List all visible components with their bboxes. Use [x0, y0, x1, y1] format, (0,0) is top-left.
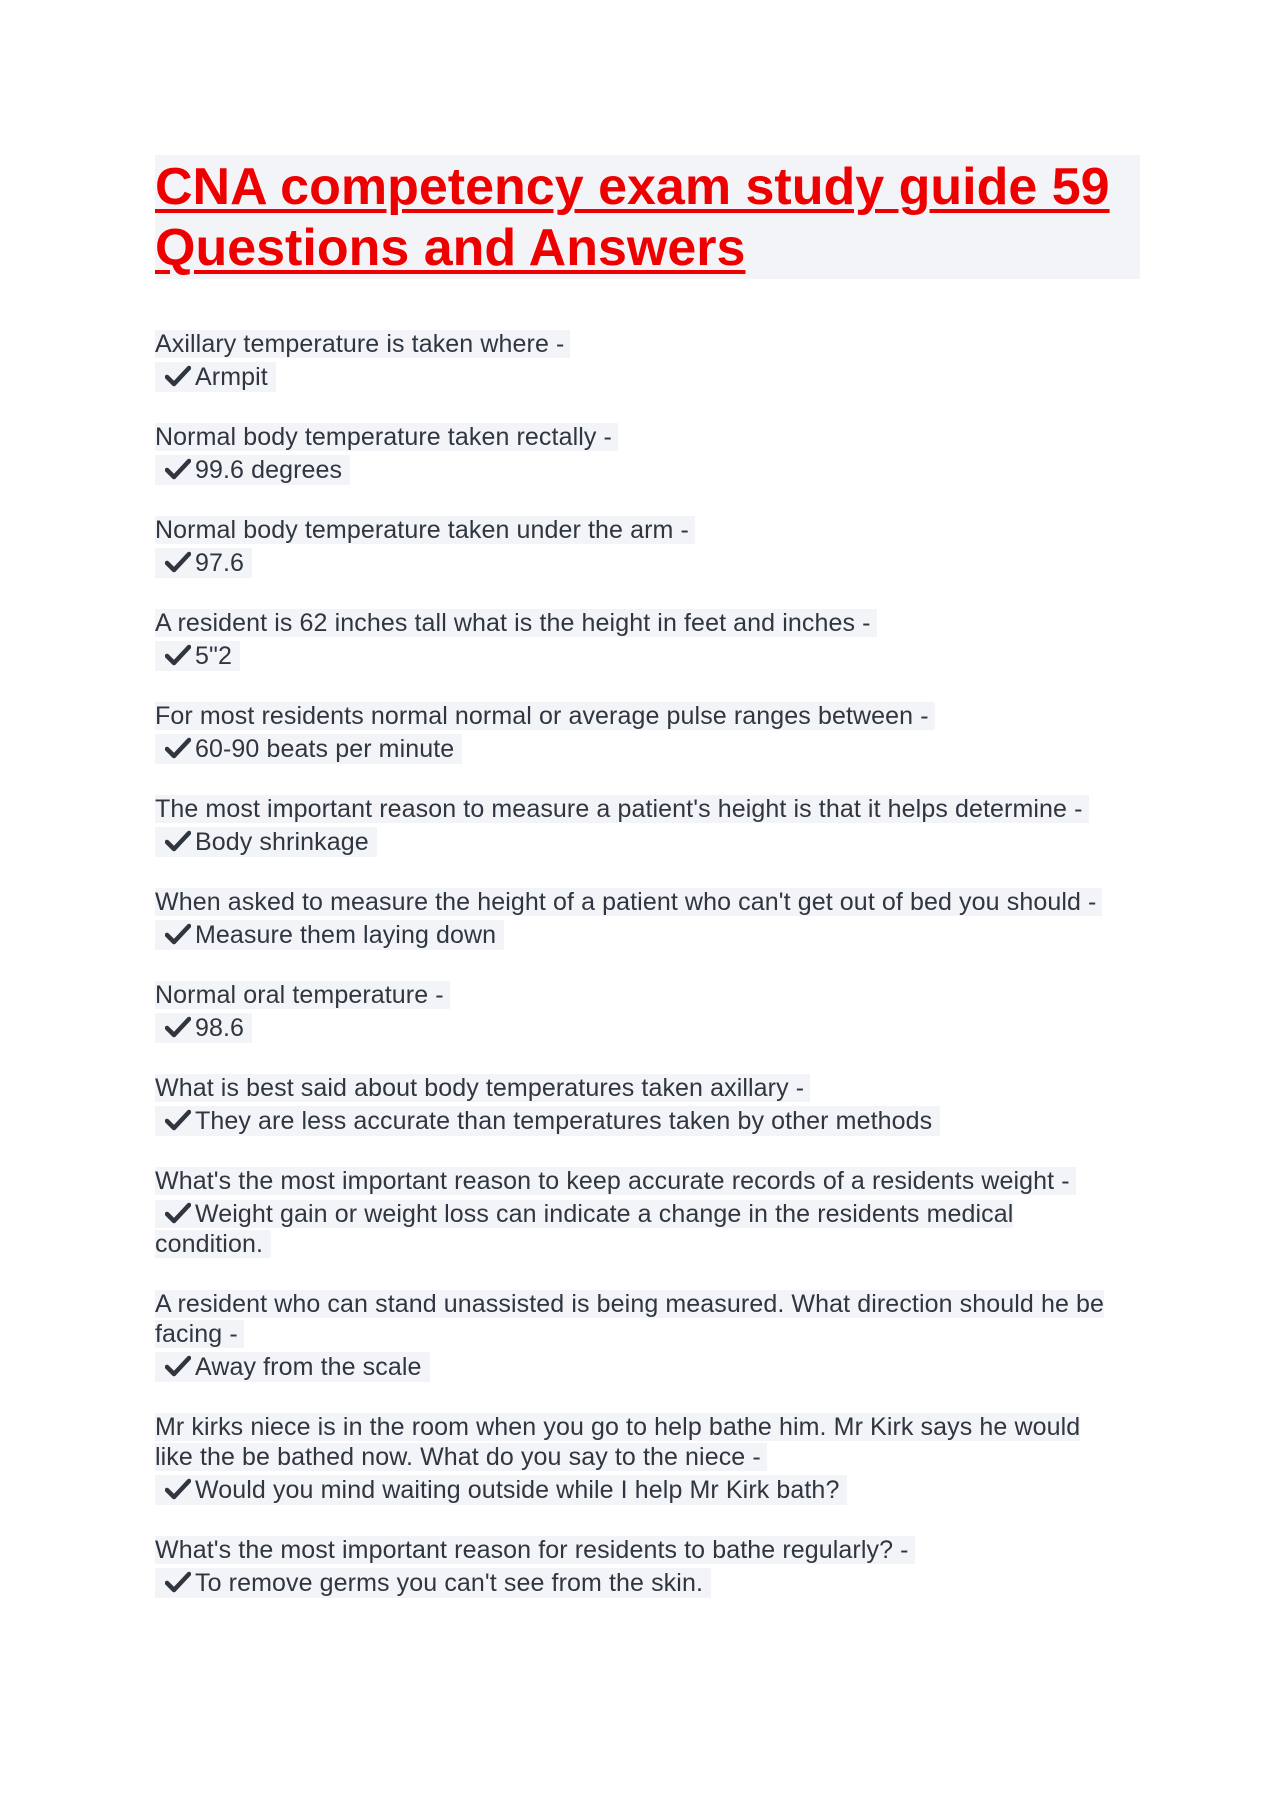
qa-item [155, 794, 1140, 857]
qa-list [155, 329, 1140, 1598]
document-page [155, 155, 1140, 1628]
qa-item [155, 515, 1140, 578]
answer-text: 97.6 [155, 548, 1140, 578]
check-mark-icon [165, 1016, 191, 1038]
question-text: What's the most important reason to keep accurate records of a residents weight - [155, 1166, 1140, 1196]
answer-text: 5"2 [155, 641, 1140, 671]
answer-text: Away from the scale [155, 1352, 1140, 1382]
question-text: A resident is 62 inches tall what is the height in feet and inches - [155, 608, 1140, 638]
qa-item [155, 329, 1140, 392]
check-mark-icon [165, 737, 191, 759]
answer-text: 60-90 beats per minute [155, 734, 1140, 764]
answer-text: To remove germs you can't see from the skin. [155, 1568, 1140, 1598]
check-mark-icon [165, 458, 191, 480]
answer-text: Body shrinkage [155, 827, 1140, 857]
question-text: For most residents normal normal or average pulse ranges between - [155, 701, 1140, 731]
question-text: When asked to measure the height of a patient who can't get out of bed you should - [155, 887, 1140, 917]
qa-item [155, 701, 1140, 764]
check-mark-icon [165, 551, 191, 573]
check-mark-icon [165, 1355, 191, 1377]
check-mark-icon [165, 923, 191, 945]
qa-item [155, 1073, 1140, 1136]
check-mark-icon [165, 1478, 191, 1500]
title-block [155, 155, 1140, 279]
qa-item [155, 1535, 1140, 1598]
answer-text: They are less accurate than temperatures taken by other methods [155, 1106, 1140, 1136]
answer-text: 98.6 [155, 1013, 1140, 1043]
qa-item [155, 608, 1140, 671]
question-text: What is best said about body temperatures taken axillary - [155, 1073, 1140, 1103]
question-text: Normal body temperature taken rectally - [155, 422, 1140, 452]
check-mark-icon [165, 644, 191, 666]
question-text: Normal oral temperature - [155, 980, 1140, 1010]
question-text: The most important reason to measure a patient's height is that it helps determine - [155, 794, 1140, 824]
qa-item [155, 1166, 1140, 1259]
check-mark-icon [165, 1109, 191, 1131]
document-title: CNA competency exam study guide 59 Questions and Answers [155, 158, 1110, 277]
answer-text: Weight gain or weight loss can indicate a change in the residents medical condition. [155, 1200, 1014, 1258]
check-mark-icon [165, 1571, 191, 1593]
qa-item [155, 887, 1140, 950]
question-text: A resident who can stand unassisted is being measured. What direction should he be facing - [155, 1290, 1105, 1348]
qa-item [155, 1289, 1140, 1382]
answer-text: Armpit [155, 362, 1140, 392]
qa-item [155, 980, 1140, 1043]
question-text: Mr kirks niece is in the room when you go to help bathe him. Mr Kirk says he would like the be bathed now. What do you say to the niece - [155, 1413, 1081, 1471]
check-mark-icon [165, 365, 191, 387]
check-mark-icon [165, 830, 191, 852]
question-text: What's the most important reason for residents to bathe regularly? - [155, 1535, 1140, 1565]
check-mark-icon [165, 1202, 191, 1224]
answer-text: Would you mind waiting outside while I help Mr Kirk bath? [155, 1475, 1140, 1505]
qa-item [155, 1412, 1140, 1505]
question-text: Normal body temperature taken under the arm - [155, 515, 1140, 545]
answer-text: Measure them laying down [155, 920, 1140, 950]
qa-item [155, 422, 1140, 485]
answer-text: 99.6 degrees [155, 455, 1140, 485]
question-text: Axillary temperature is taken where - [155, 329, 1140, 359]
